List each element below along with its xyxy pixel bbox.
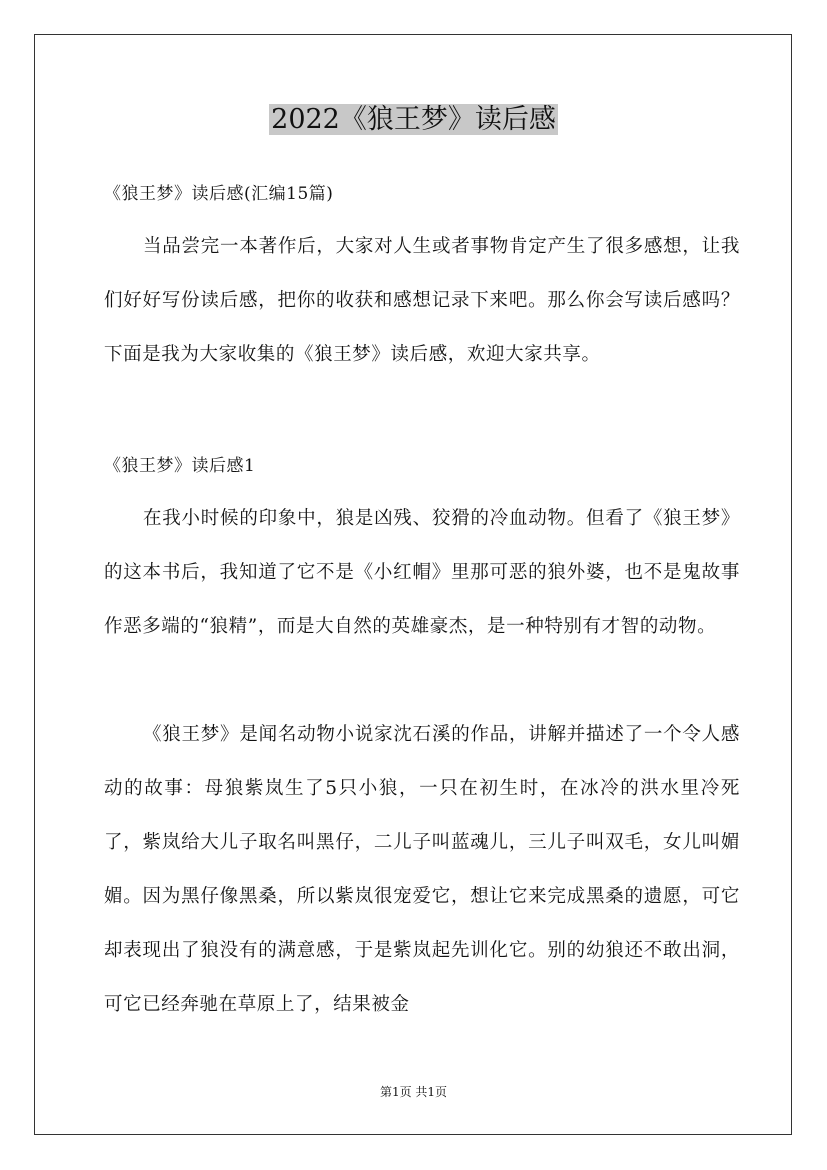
document-title-text: 2022《狼王梦》读后感 (271, 104, 556, 135)
document-title (0, 100, 827, 140)
body-paragraph-2: 《狼王梦》是闻名动物小说家沈石溪的作品，讲解并描述了一个令人感动的故事：母狼紫岚生了5只小狼，一只在初生时，在冰冷的洪水里冷死了，紫岚给大儿子取名叫黑仔，二儿子叫蓝魂儿，三儿子叫双毛，女儿叫媚媚。因为黑仔像黑桑，所以紫岚很宠爱它，想让它来完成黑桑的遗愿，可它却表现出了狼没有的满意感，于是紫岚起先训化它。别的幼狼还不敢出洞，可它已经奔驰在草原上了，结果被金 (104, 724, 740, 1015)
body-paragraph-1: 在我小时候的印象中，狼是凶残、狡猾的冷血动物。但看了《狼王梦》的这本书后，我知道了它不是《小红帽》里那可恶的狼外婆，也不是鬼故事作恶多端的“狼精”，而是大自然的英雄豪杰，是一种特别有才智的动物。 (104, 508, 740, 637)
intro-paragraph: 当品尝完一本著作后，大家对人生或者事物肯定产生了很多感想，让我们好好写份读后感，把你的收获和感想记录下来吧。那么你会写读后感吗？下面是我为大家收集的《狼王梦》读后感，欢迎大家共享。 (104, 236, 740, 365)
page-footer: 第1页 共1页 (379, 1085, 448, 1099)
section-heading: 《狼王梦》读后感1 (104, 456, 256, 476)
document-subtitle: 《狼王梦》读后感(汇编15篇) (104, 184, 334, 204)
